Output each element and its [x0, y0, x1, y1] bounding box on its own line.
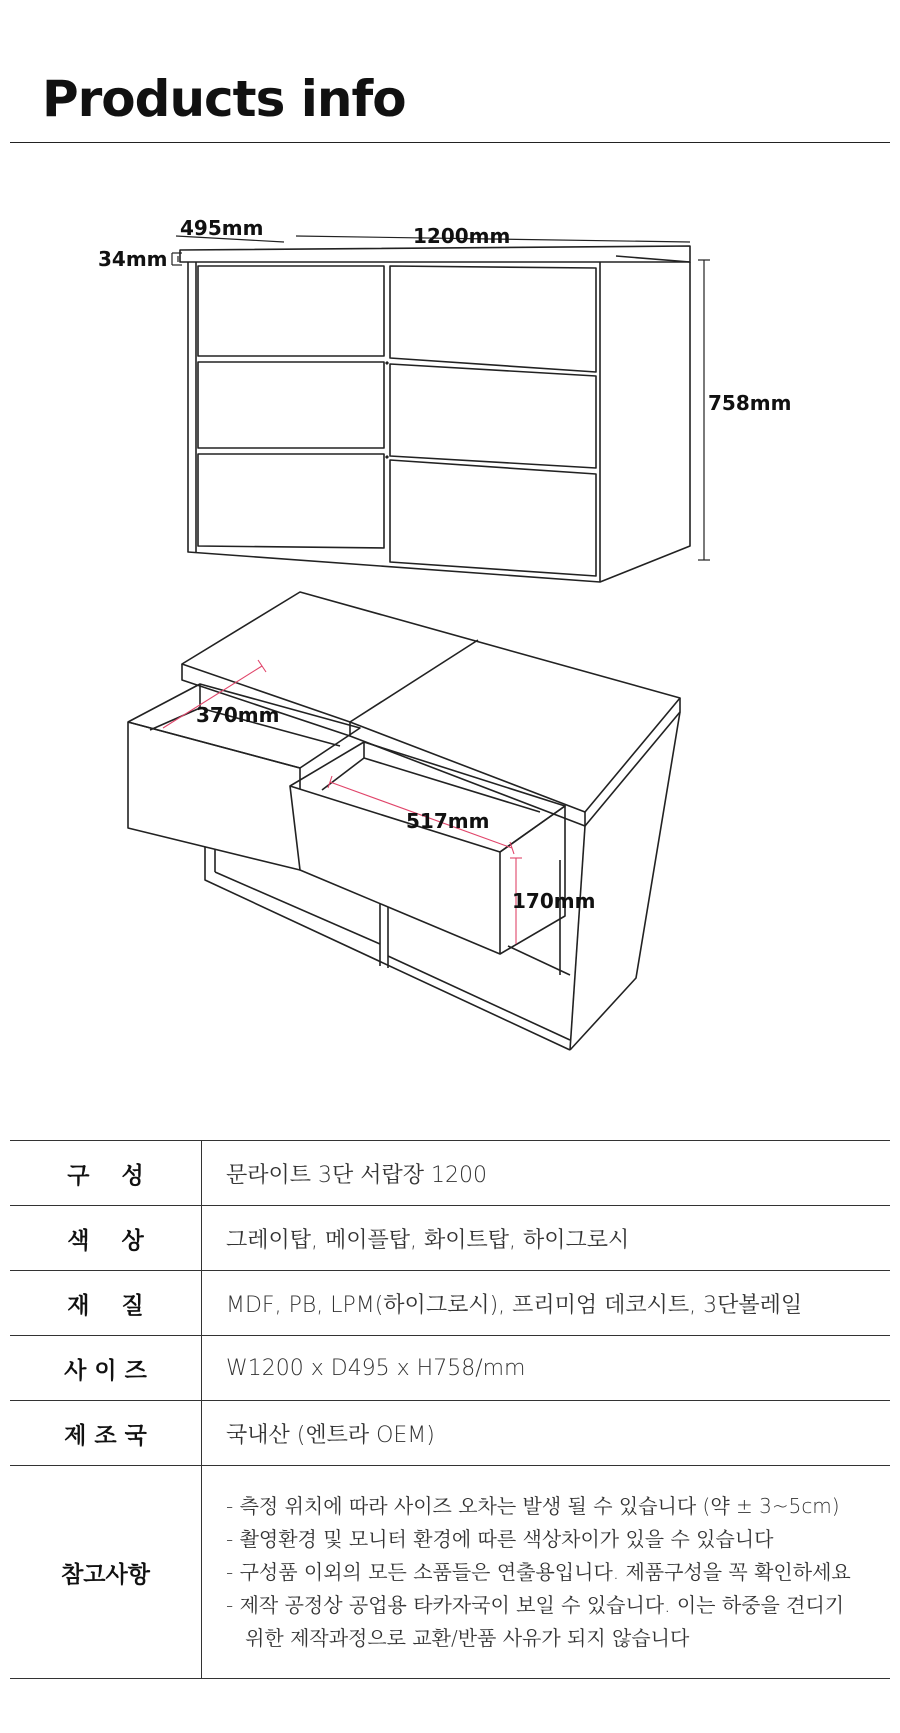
- spec-row-composition: [10, 1141, 890, 1206]
- spec-row-color: [10, 1206, 890, 1271]
- width-dimension-label: 1200mm: [413, 224, 511, 248]
- perspective-cabinet: [128, 592, 680, 1050]
- spec-row-notes: [10, 1466, 890, 1679]
- page-title: Products info: [42, 70, 406, 128]
- spec-row-material: [10, 1271, 890, 1336]
- note-line: 위한 제작과정으로 교환/반품 사유가 되지 않습니다: [226, 1625, 690, 1650]
- spec-label: 색 상: [67, 1227, 144, 1254]
- drawer-depth-dimension-label: 370mm: [196, 703, 280, 727]
- drawer-width-dimension-label: 517mm: [406, 809, 490, 833]
- note-line: - 측정 위치에 따라 사이즈 오차는 발생 될 수 있습니다 (약 ± 3~5cm): [226, 1493, 840, 1518]
- spec-value: 국내산 (엔트라 OEM): [202, 1401, 891, 1466]
- front-view-cabinet: [180, 246, 690, 582]
- depth-dimension-label: 495mm: [180, 216, 264, 240]
- height-dimension-label: 758mm: [708, 391, 792, 415]
- spec-value: 문라이트 3단 서랍장 1200: [202, 1141, 891, 1206]
- spec-label: 제 조 국: [64, 1422, 147, 1449]
- spec-value: W1200 x D495 x H758/mm: [202, 1336, 891, 1401]
- spec-row-size: [10, 1336, 890, 1401]
- note-line: - 촬영환경 및 모니터 환경에 따른 색상차이가 있을 수 있습니다: [226, 1526, 774, 1551]
- note-line: - 제작 공정상 공업용 타카자국이 보일 수 있습니다. 이는 하중을 견디기: [226, 1592, 845, 1617]
- spec-label: 구 성: [67, 1162, 144, 1189]
- spec-value: MDF, PB, LPM(하이그로시), 프리미엄 데코시트, 3단볼레일: [202, 1271, 891, 1336]
- notes-label: 참고사항: [61, 1561, 150, 1588]
- notes-list: [226, 1490, 889, 1655]
- drawer-height-dimension-label: 170mm: [512, 889, 596, 913]
- note-line: - 구성품 이외의 모든 소품들은 연출용입니다. 제품구성을 꼭 확인하세요: [226, 1559, 851, 1584]
- spec-value: 그레이탑, 메이플탑, 화이트탑, 하이그로시: [202, 1206, 891, 1271]
- spec-label: 재 질: [67, 1292, 144, 1319]
- top-thickness-dimension-label: 34mm: [98, 247, 168, 271]
- spec-label: 사 이 즈: [64, 1357, 147, 1384]
- spec-row-origin: [10, 1401, 890, 1466]
- front-dimension-lines: [172, 236, 710, 560]
- product-spec-table: [10, 1140, 890, 1679]
